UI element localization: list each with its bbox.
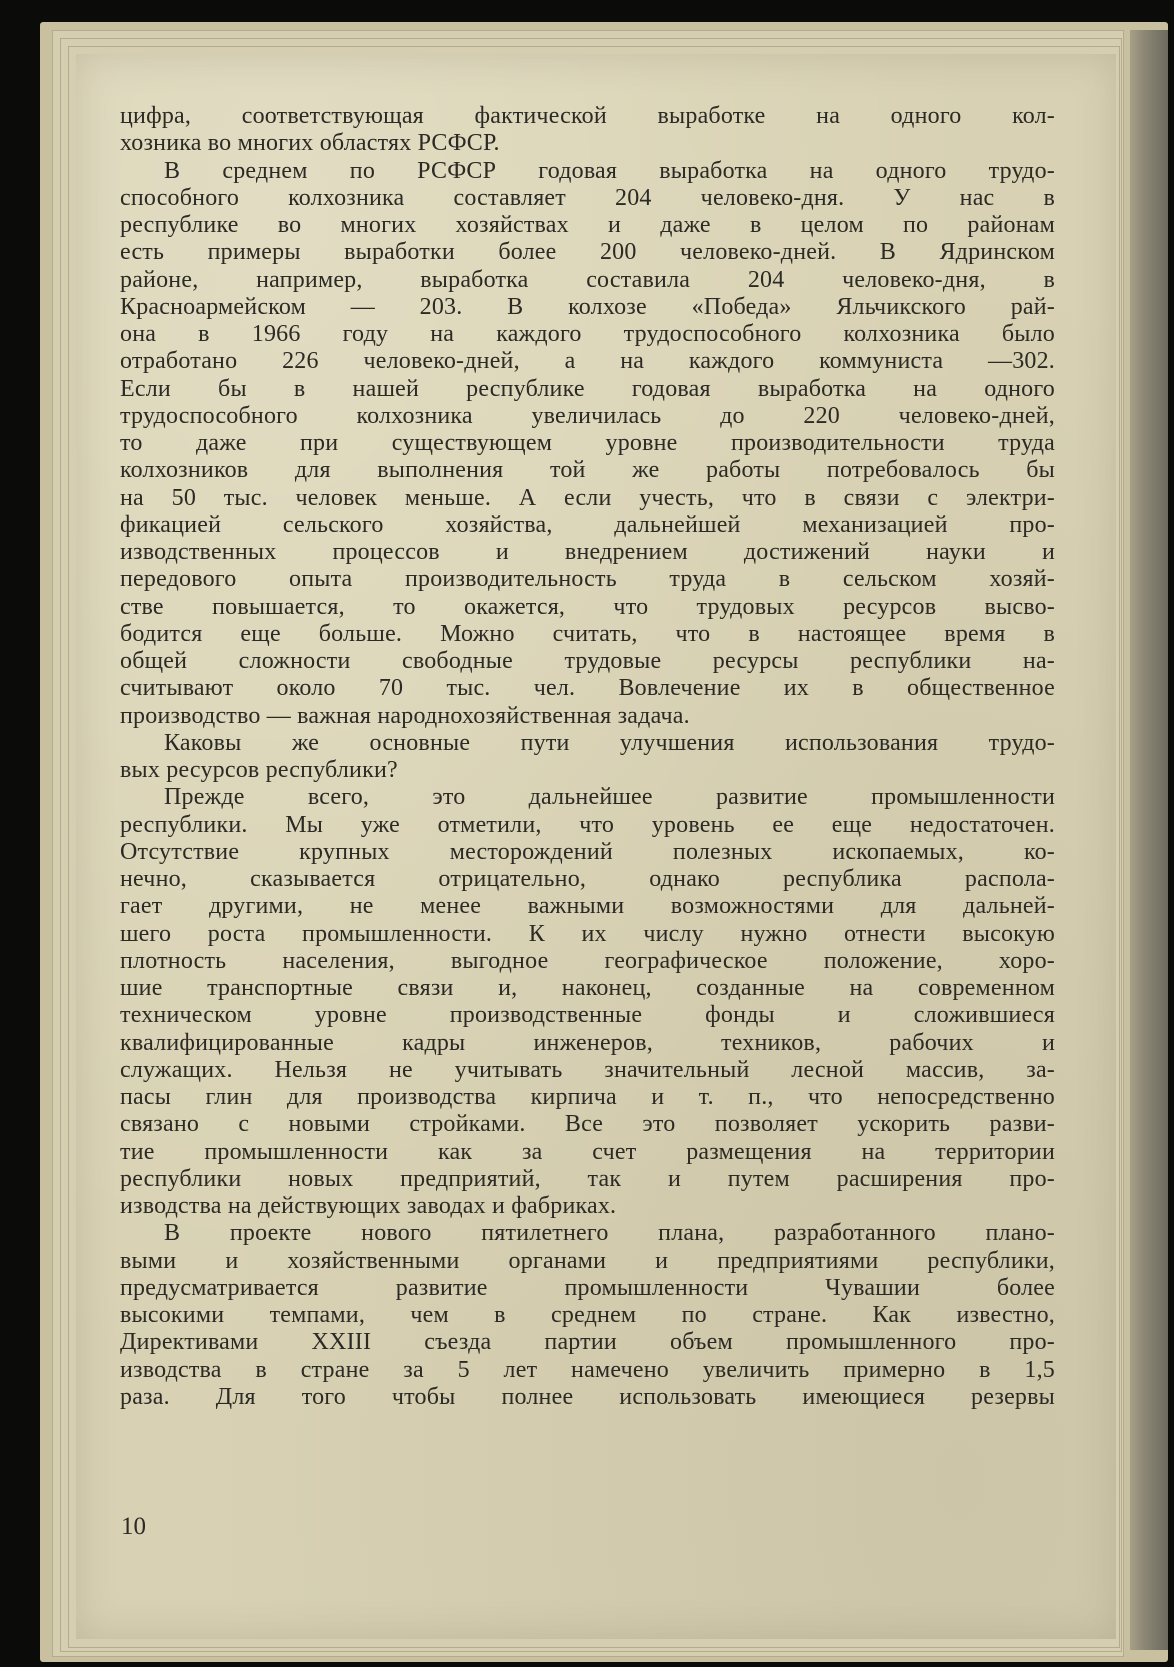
text-line: раза. Для того чтобы полнее использовать имеющиеся резервы	[120, 1383, 1055, 1410]
text-line: шего роста промышленности. К их числу нужно отнести высокую	[120, 920, 1055, 947]
text-line: вых ресурсов республики?	[120, 757, 398, 783]
text-line: Каковы же основные пути улучшения использования трудо-	[164, 729, 1055, 756]
text-line: она в 1966 году на каждого трудоспособного колхозника было	[120, 321, 1055, 347]
text-line: выми и хозяйственными органами и предприятиями республики,	[120, 1247, 1055, 1274]
book-spine	[1130, 30, 1168, 1650]
page-body-text	[120, 103, 1055, 1411]
text-line: нечно, сказывается отрицательно, однако республика распола-	[120, 866, 1055, 892]
text-line: есть примеры выработки более 200 человеко-дней. В Ядринском	[120, 239, 1055, 266]
text-line: фикацией сельского хозяйства, дальнейшей механизацией про-	[120, 511, 1055, 538]
text-line: колхозников для выполнения той же работы потребовалось бы	[120, 457, 1055, 484]
page-number: 10	[121, 1513, 146, 1540]
text-line: изводственных процессов и внедрением достижений науки и	[120, 539, 1055, 565]
text-line: гает другими, не менее важными возможностями для дальней-	[120, 893, 1055, 920]
text-line: общей сложности свободные трудовые ресурсы республики на-	[120, 648, 1055, 674]
text-line: В проекте нового пятилетнего плана, разработанного плано-	[164, 1220, 1055, 1247]
text-line: отработано 226 человеко-дней, а на каждого коммуниста —302.	[120, 348, 1055, 375]
text-line: республики новых предприятий, так и путем расширения про-	[120, 1165, 1055, 1192]
text-line: республики. Мы уже отметили, что уровень ее еще недостаточен.	[120, 811, 1055, 838]
text-line: хозника во многих областях РСФСР.	[120, 130, 500, 157]
text-line: на 50 тыс. человек меньше. А если учесть, что в связи с электри-	[120, 484, 1055, 511]
text-line: высокими темпами, чем в среднем по стране. Как известно,	[120, 1302, 1055, 1328]
text-line: Отсутствие крупных месторождений полезных ископаемых, ко-	[120, 838, 1055, 865]
text-line: то даже при существующем уровне производительности труда	[120, 430, 1055, 456]
text-line: квалифицированные кадры инженеров, техников, рабочих и	[120, 1029, 1055, 1056]
text-line: В среднем по РСФСР годовая выработка на одного трудо-	[164, 157, 1055, 184]
text-line: служащих. Нельзя не учитывать значительный лесной массив, за-	[120, 1056, 1055, 1083]
text-line: считывают около 70 тыс. чел. Вовлечение их в общественное	[120, 675, 1055, 702]
text-line: плотность населения, выгодное географическое положение, хоро-	[120, 947, 1055, 974]
text-line: способного колхозника составляет 204 человеко-дня. У нас в	[120, 184, 1055, 211]
text-line: Если бы в нашей республике годовая выработка на одного	[120, 375, 1055, 402]
text-line: Директивами XXIII съезда партии объем промышленного про-	[120, 1329, 1055, 1356]
text-line: республике во многих хозяйствах и даже в целом по районам	[120, 212, 1055, 238]
text-line: передового опыта производительность труда в сельском хозяй-	[120, 566, 1055, 593]
text-line: трудоспособного колхозника увеличилась до 220 человеко-дней,	[120, 402, 1055, 429]
text-line: производство — важная народнохозяйственная задача.	[120, 702, 690, 729]
text-line: предусматривается развитие промышленности Чувашии более	[120, 1274, 1055, 1301]
text-line: пасы глин для производства кирпича и т. п., что непосредственно	[120, 1084, 1055, 1110]
text-line: стве повышается, то окажется, что трудовых ресурсов высво-	[120, 593, 1055, 620]
text-line: бодится еще больше. Можно считать, что в настоящее время в	[120, 620, 1055, 647]
text-line: тие промышленности как за счет размещения на территории	[120, 1138, 1055, 1165]
text-line: цифра, соответствующая фактической выработке на одного кол-	[120, 103, 1055, 129]
text-line: связано с новыми стройками. Все это позволяет ускорить разви-	[120, 1111, 1055, 1138]
text-line: Красноармейском — 203. В колхозе «Победа» Яльчикского рай-	[120, 293, 1055, 320]
text-line: изводства на действующих заводах и фабриках.	[120, 1193, 617, 1219]
text-line: изводства в стране за 5 лет намечено увеличить примерно в 1,5	[120, 1356, 1055, 1383]
text-line: шие транспортные связи и, наконец, созданные на современном	[120, 975, 1055, 1001]
text-line: районе, например, выработка составила 204 человеко-дня, в	[120, 266, 1055, 293]
text-line: Прежде всего, это дальнейшее развитие промышленности	[164, 784, 1055, 811]
text-line: техническом уровне производственные фонды и сложившиеся	[120, 1002, 1055, 1029]
